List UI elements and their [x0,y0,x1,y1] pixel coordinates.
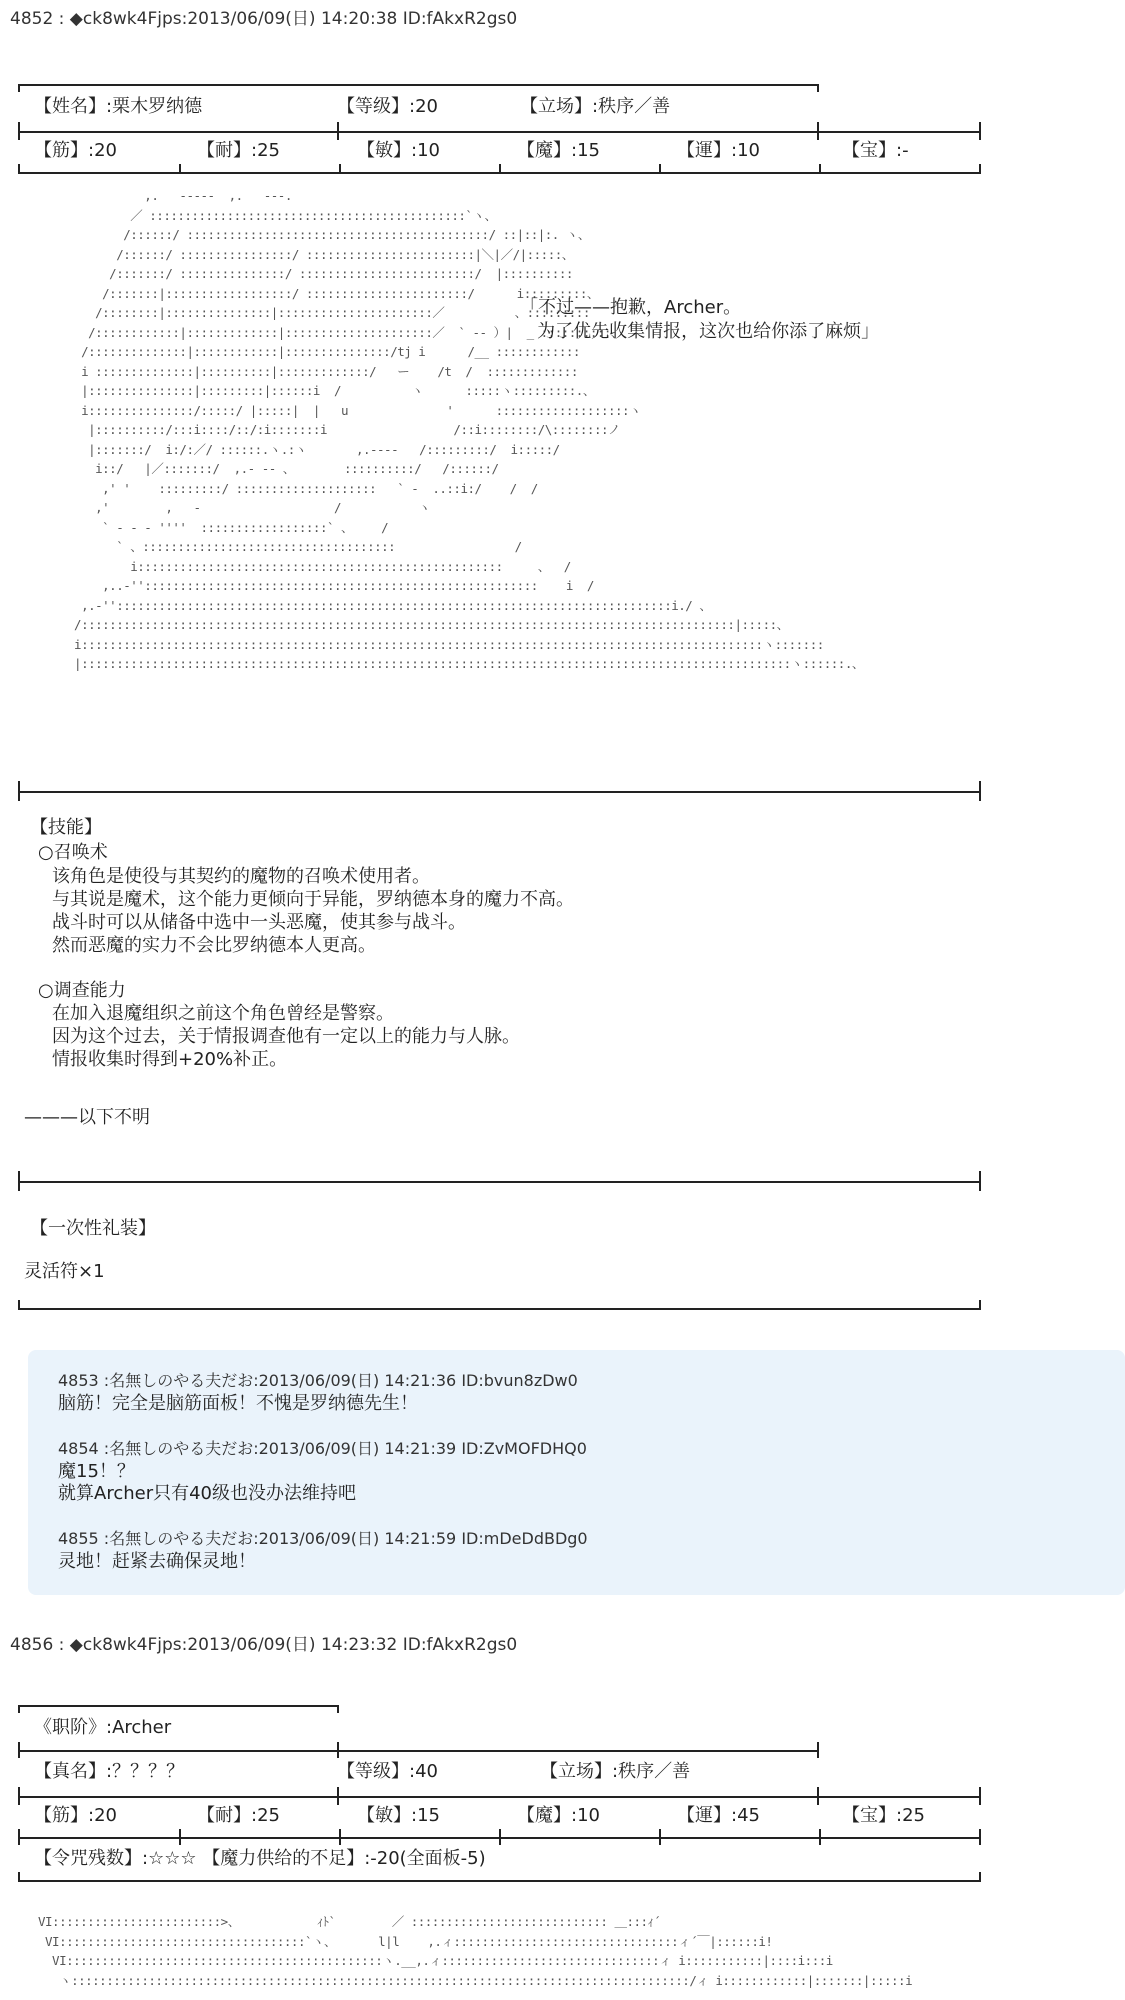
table-tick [18,781,20,801]
stat-mag: 【魔】:15 [517,140,600,161]
table-tick [499,1829,501,1845]
stat-np: 【宝】:25 [842,1805,925,1826]
table-tick [18,1300,20,1310]
table-border-top [18,1705,339,1707]
stat-str: 【筋】:20 [34,1805,117,1826]
reply-header: 4854 :名無しのやる夫だお:2013/06/09(日) 14:21:39 ID:ZvMOFDHQ0 [58,1439,587,1458]
table-tick [817,1742,819,1758]
table-tick [979,1829,981,1845]
speech-line-2: 为了优先收集情报，这次也给你添了麻烦」 [520,321,880,342]
table-border-top [18,84,819,86]
table-tick [18,1787,20,1805]
table-tick [18,84,20,92]
table-tick [18,1829,20,1845]
table-tick [817,122,819,140]
table-tick [18,1872,20,1882]
skill-line: 该角色是使役与其契约的魔物的召唤术使用者。 [52,866,430,887]
skill-line: 在加入退魔组织之前这个角色曾经是警察。 [52,1003,394,1024]
table-tick [18,122,20,140]
skill-name: ○调查能力 [38,980,126,1001]
stat-np: 【宝】:- [842,140,909,161]
table-tick [18,164,20,174]
skill-line: 情报收集时得到+20%补正。 [52,1049,288,1070]
reply-header: 4855 :名無しのやる夫だお:2013/06/09(日) 14:21:59 ID:mDeDdBDg0 [58,1529,588,1548]
level-field: 【等级】:40 [337,1761,438,1782]
table-tick [18,1171,20,1191]
stat-agi: 【敏】:15 [357,1805,440,1826]
table-tick [339,1829,341,1845]
table-tick [979,164,981,174]
table-tick [18,1705,20,1713]
ascii-art-portrait: ,. -‐‐‐- ,. -‐-. ／ :::::::::::::::::::::::::::::::::::::::::::::`ヽ、 /::::::/ :::::::::::::::::::::::::::::::::::::::::::/ ::|::|:. ヽ、 /::::::/ ::::::::::::::::/ ::::::::::::::::::::::::|＼|／/|:::::、 /:::::::/ :::::::::::::::/ :::::::::::::::::::::::::/ |:::::::::: /:::::::|::::::::::::::::::/ :::::::::::::::::::::::/ i:::::::::、 /::::::::|:::::::::::::::|::::::::::::::::::::::／ 、::::::::: /::::::::::::|:::::::::::::|:::::::::::::::::::::／ ` -- ）| _ ::::::::::、 /::::::::::::::|::::::::::::|:::::::::::::::/tj i /__ :::::::::::: i ::::::::::::::|::::::::::|:::::::::::::/ ー /t / ::::::::::::: |:::::::::::::::|:::::::::|::::::i / ヽ :::::ヽ:::::::::.、 i:::::::::::::::/:::::/ |:::::| | u ' :::::::::::::::::::ヽ |::::::::::/:::i::::/::/:i:::::::i /::i::::::::/\::::::::ノ |:::::::/ i:/:／/ ::::::.ヽ.:ヽ ,.-‐‐- /:::::::::/ i:::::/ i::/ |／:::::::/ ,.- ‐‐ 、 ::::::::::/ /::::::/ ,' ' :::::::::/ :::::::::::::::::::: ` - ..::i:/ / / ,' , - / ヽ ` - - - '''' ::::::::::::::::::` 、 / ` 、:::::::::::::::::::::::::::::::::::: / i:::::::::::::::::::::::::::::::::::::::::::::::::::: 、 / ,..-'':::::::::::::::::::::::::::::::::::::::::::::::::::::::: i / ,.-'':::::::::::::::::::::::::::::::::::::::::::::::::::::::::::::::::::::::::::::::i./ 、 /:::::::::::::::::::::::::::::::::::::::::::::::::::::::::::::::::::::::::::::::::::::::::::::|:::::、 i:::::::::::::::::::::::::::::::::::::::::::::::::::::::::::::::::::::::::::::::::::::::::::::::::ヽ::::::: |:::::::::::::::::::::::::::::::::::::::::::::::::::::::::::::::::::::::::::::::::::::::::::::::::::::ヽ::::::.、 [74,188,864,671]
skill-line: 与其说是魔术，这个能力更倾向于异能，罗纳德本身的魔力不高。 [52,889,574,910]
unknown-note: ———以下不明 [24,1107,150,1128]
section-divider [18,1308,981,1310]
stat-end: 【耐】:25 [197,1805,280,1826]
command-seals: 【令咒残数】:☆☆☆ 【魔力供给的不足】:-20(全面板-5) [34,1848,486,1869]
table-tick [179,1829,181,1845]
skill-name: ○召唤术 [38,842,108,863]
table-tick [817,1787,819,1805]
table-border-bottom [18,1880,981,1882]
table-tick [179,164,181,174]
table-tick [819,1829,821,1845]
alignment-field: 【立场】:秩序／善 [540,1761,691,1782]
stat-str: 【筋】:20 [34,140,117,161]
post-header: 4856 : ◆ck8wk4Fjps:2013/06/09(日) 14:23:32 ID:fAkxR2gs0 [10,1635,518,1655]
reply-text: 灵地！赶紧去确保灵地！ [58,1551,256,1572]
table-tick [979,1787,981,1805]
table-row-divider [18,1750,819,1752]
skill-line: 战斗时可以从储备中选中一头恶魔，使其参与战斗。 [52,912,466,933]
consumable-title: 【一次性礼装】 [30,1218,156,1239]
alignment-field: 【立场】:秩序／善 [520,96,671,117]
table-tick [817,84,819,92]
table-tick [339,164,341,174]
name-field: 【姓名】:栗木罗纳德 [34,96,203,117]
table-tick [337,1787,339,1805]
table-tick [979,122,981,140]
table-row-divider [18,1796,981,1798]
reply-header: 4853 :名無しのやる夫だお:2013/06/09(日) 14:21:36 ID:bvun8zDw0 [58,1371,578,1390]
table-tick [979,781,981,801]
table-tick [18,1742,20,1758]
post-header: 4852 : ◆ck8wk4Fjps:2013/06/09(日) 14:20:38 ID:fAkxR2gs0 [10,9,518,29]
stat-luck: 【運】:10 [677,140,760,161]
reply-text: 就算Archer只有40级也没办法维持吧 [58,1483,357,1504]
class-field: 《职阶》:Archer [34,1717,172,1738]
stat-agi: 【敏】:10 [357,140,440,161]
table-tick [337,1742,339,1758]
reply-text: 脑筋！完全是脑筋面板！不愧是罗纳德先生！ [58,1393,418,1414]
ascii-art-portrait: VI::::::::::::::::::::::::>、 ｨﾄ` ／ :::::::::::::::::::::::::::: ＿:::ｨ´ VI:::::::::::::::::::::::::::::::::::`ヽ、 l|l ,.ィ::::::::::::::::::::::::::::::::ィ´￣|::::::i! VI:::::::::::::::::::::::::::::::::::::::::::::ヽ.__,.ィ:::::::::::::::::::::::::::::::ィ i:::::::::::|::::i:::i ヽ::::::::::::::::::::::::::::::::::::::::::::::::::::::::::::::::::::::::::::::::::::::::/ィ i::::::::::::|:::::::|:::::i [38,1914,913,1988]
table-tick [979,1872,981,1882]
table-tick [659,1829,661,1845]
table-tick [659,164,661,174]
section-divider [18,791,981,793]
table-tick [979,1171,981,1191]
table-tick [337,1705,339,1713]
stat-end: 【耐】:25 [197,140,280,161]
stat-luck: 【運】:45 [677,1805,760,1826]
consumable-item: 灵活符×1 [24,1261,105,1282]
table-tick [819,164,821,174]
table-tick [337,122,339,140]
level-field: 【等级】:20 [337,96,438,117]
stat-mag: 【魔】:10 [517,1805,600,1826]
skill-line: 因为这个过去，关于情报调查他有一定以上的能力与人脉。 [52,1026,520,1047]
table-tick [979,1300,981,1310]
table-tick [499,164,501,174]
reply-text: 魔15！？ [58,1461,135,1482]
skill-line: 然而恶魔的实力不会比罗纳德本人更高。 [52,935,376,956]
skills-title: 【技能】 [30,817,102,838]
truename-field: 【真名】:？？？？ [34,1761,185,1782]
section-divider [18,1181,981,1183]
speech-line-1: 「不过——抱歉，Archer。 [520,297,742,318]
table-row-divider [18,131,981,133]
